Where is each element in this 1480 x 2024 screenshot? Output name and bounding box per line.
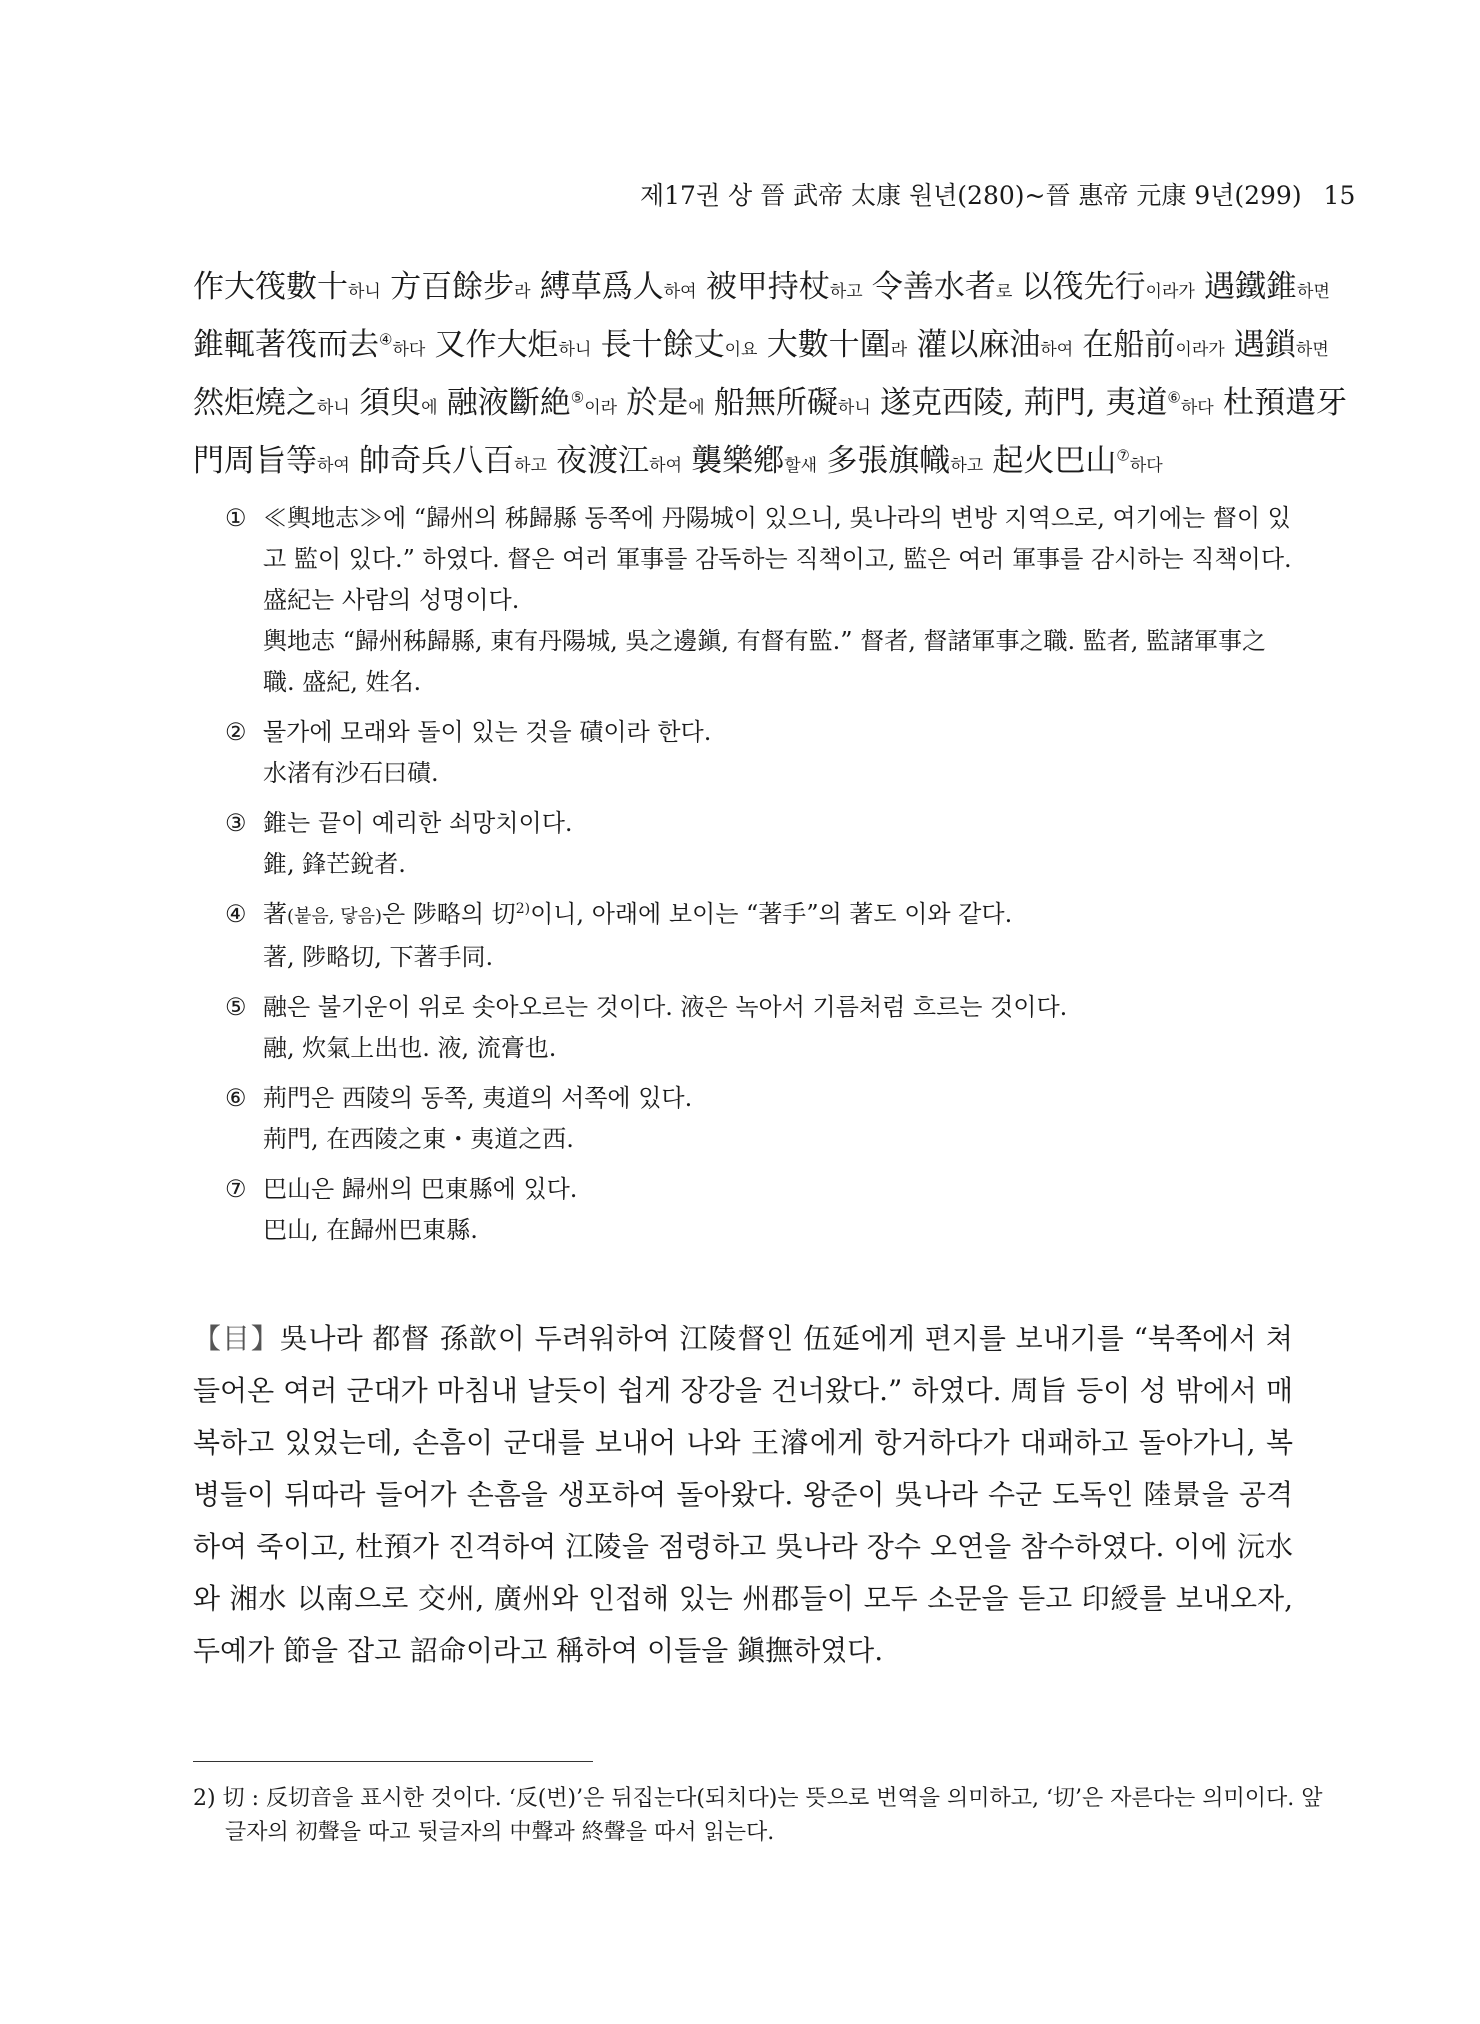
particle: 하니 <box>317 398 350 418</box>
annotation-original: 著, 陟略切, 下著手同. <box>263 943 494 971</box>
hanja-phrase: 帥奇兵八百 <box>359 443 515 479</box>
particle: 하고 <box>829 282 863 302</box>
annotation-original: 融, 炊氣上出也. 液, 流膏也. <box>263 1034 557 1062</box>
text-line-2 <box>193 316 1329 374</box>
annotation-5 <box>225 987 1295 1069</box>
hanja-phrase: 被甲持杖 <box>705 269 830 305</box>
hanja-phrase: 融液斷絶 <box>446 385 571 421</box>
annotation-number: ③ <box>225 809 247 837</box>
hanja-phrase: 在船前 <box>1082 327 1176 363</box>
annotation-korean <box>225 1078 1295 1119</box>
hanja-phrase: 門周旨等 <box>193 443 317 479</box>
particle: 로 <box>995 282 1013 302</box>
section-tag: 【目】 <box>193 1322 280 1355</box>
annotation-3 <box>225 803 1295 885</box>
particle: 하여 <box>663 282 697 302</box>
hanja-phrase: 遇鎖 <box>1233 327 1296 363</box>
annotation-number: ⑦ <box>225 1175 247 1203</box>
annotation-original: 巴山, 在歸州巴東縣. <box>263 1216 478 1244</box>
text-line-4 <box>193 432 1293 490</box>
annotation-number: ④ <box>225 900 247 928</box>
annotation-text: 이니, 아래에 보이는 “著手”의 著도 이와 같다. <box>530 900 1013 928</box>
footnote-ref[interactable]: 2) <box>515 901 531 917</box>
page-number: 15 <box>1323 181 1356 210</box>
commentary-paragraph <box>193 1313 1293 1677</box>
annotation-7 <box>225 1169 1295 1251</box>
hanja-phrase: 灌以麻油 <box>916 327 1041 363</box>
hanja-phrase: 又作大炬 <box>434 327 559 363</box>
note-marker: ⑦ <box>1116 446 1130 465</box>
annotation-2 <box>225 712 1295 794</box>
annotation-korean <box>225 987 1295 1028</box>
annotation-text: 荊門은 西陵의 동쪽, 夷道의 서쪽에 있다. <box>263 1084 693 1112</box>
hanja-phrase: 方百餘步 <box>390 269 515 305</box>
particle: 하여 <box>317 456 350 476</box>
hanja-phrase: 長十餘丈 <box>600 327 725 363</box>
particle: 하니 <box>837 398 871 418</box>
text-line-1 <box>193 258 1330 316</box>
particle: 하고 <box>950 456 984 476</box>
paragraph-text: 吳나라 都督 孫歆이 두려워하여 江陵督인 伍延에게 편지를 보내기를 “북쪽에서 쳐들어온 여러 군대가 마침내 날듯이 쉽게 장강을 건너왔다.” 하였다. 周旨 등이 성 밖에서 매복하고 있었는데, 손흠이 군대를 보내어 나와 王濬에게 항거하다가 대패하고 돌아가니, 복병들이 뒤따라 들어가 손흠을 생포하여 돌아왔다. 왕준이 吳나라 수군 도독인 陸景을 공격하여 죽이고, 杜預가 진격하여 江陵을 점령하고 吳나라 장수 오연을 참수하였다. 이에 沅水와 湘水 以南으로 交州, 廣州와 인접해 있는 州郡들이 모두 소문을 듣고 印綬를 보내오자, 두예가 節을 잡고 詔命이라고 稱하여 이들을 鎭撫하였다. <box>193 1322 1293 1667</box>
particle: 하니 <box>558 340 592 360</box>
running-header <box>640 176 1356 212</box>
annotation-text: 물가에 모래와 돌이 있는 것을 磧이라 한다. <box>263 718 712 746</box>
particle: 하면 <box>1297 282 1330 302</box>
hanja-phrase: 杜預遣牙 <box>1222 385 1347 421</box>
particle: 하여 <box>1040 340 1074 360</box>
particle: 이라가 <box>1145 282 1195 302</box>
particle: 라 <box>514 282 531 302</box>
particle: 이요 <box>724 340 758 360</box>
annotation-original: 荊門, 在西陵之東・夷道之西. <box>263 1125 574 1153</box>
hanja-phrase: 於是 <box>626 385 689 421</box>
annotation-number: ② <box>225 718 247 746</box>
annotation-original: 輿地志 “歸州秭歸縣, 東有丹陽城, 吳之邊鎭, 有督有監.” 督者, 督諸軍事之職. 監者, 監諸軍事之職. 盛紀, 姓名. <box>263 627 1266 696</box>
hanja-phrase: 以筏先行 <box>1021 269 1146 305</box>
classical-text-block <box>193 258 1347 490</box>
footnote: 2) 切 : 反切音을 표시한 것이다. ‘反(번)’은 뒤집는다(되치다)는 뜻으로 번역을 의미하고, ‘切’은 자른다는 의미이다. 앞 글자의 初聲을 따고 뒷글자의 中聲과 終聲을 따서 읽는다. <box>193 1786 1323 1845</box>
hanja-phrase: 遇鐵錐 <box>1204 269 1298 305</box>
hanja-phrase: 然炬燒之 <box>193 385 317 421</box>
particle: 에 <box>421 398 438 418</box>
particle: 라 <box>890 340 908 360</box>
note-marker: ⑥ <box>1167 388 1181 407</box>
annotation-number: ⑤ <box>225 993 247 1021</box>
particle: 할새 <box>784 456 818 476</box>
particle: 하고 <box>514 456 547 476</box>
hanja-phrase: 船無所礙 <box>713 385 838 421</box>
annotation-korean <box>225 498 1295 621</box>
hanja-phrase: 夜渡江 <box>556 443 650 479</box>
annotation-original: 水渚有沙石曰磧. <box>263 759 439 787</box>
annotation-korean <box>225 1169 1295 1210</box>
hanja-phrase: 多張旗幟 <box>826 443 951 479</box>
annotation-6 <box>225 1078 1295 1160</box>
hanja-phrase: 須臾 <box>359 385 422 421</box>
particle: 하다 <box>1129 456 1163 476</box>
footnote-divider <box>193 1761 593 1762</box>
hanja-phrase: 錐輒著筏而去 <box>193 327 379 363</box>
annotation-text: 著 <box>263 900 287 928</box>
text-line-3 <box>193 374 1347 432</box>
particle: 하면 <box>1295 340 1329 360</box>
annotation-korean <box>225 803 1295 844</box>
annotation-korean <box>225 712 1295 753</box>
annotation-text: 은 陟略의 切 <box>382 900 516 928</box>
hanja-phrase: 大數十圍 <box>766 327 891 363</box>
particle: 하다 <box>392 340 426 360</box>
particle: 이라가 <box>1175 340 1225 360</box>
hanja-phrase: 起火巴山 <box>992 443 1117 479</box>
annotation-number: ⑥ <box>225 1084 247 1112</box>
annotation-text: 巴山은 歸州의 巴東縣에 있다. <box>263 1175 578 1203</box>
particle: 이라 <box>584 398 618 418</box>
particle: 에 <box>688 398 705 418</box>
particle: 하여 <box>649 456 683 476</box>
annotation-list <box>225 498 1295 1260</box>
hanja-phrase: 令善水者 <box>871 269 996 305</box>
hanja-phrase: 作大筏數十 <box>193 269 348 305</box>
particle: 하니 <box>348 282 381 302</box>
annotation-number: ① <box>225 504 247 532</box>
annotation-text: ≪輿地志≫에 “歸州의 秭歸縣 동쪽에 丹陽城이 있으니, 吳나라의 변방 지역으로, 여기에는 督이 있고 監이 있다.” 하였다. 督은 여러 軍事를 감독하는 직책이고, 監은 여러 軍事를 감시하는 직책이다. 盛紀는 사람의 성명이다. <box>263 504 1292 614</box>
note-marker: ④ <box>379 330 393 349</box>
annotation-4 <box>225 894 1295 978</box>
annotation-original: 錐, 鋒芒銳者. <box>263 850 406 878</box>
annotation-1 <box>225 498 1295 703</box>
hanja-phrase: 縛草爲人 <box>539 269 664 305</box>
annotation-korean <box>225 894 1295 937</box>
annotation-text: 錐는 끝이 예리한 쇠망치이다. <box>263 809 573 837</box>
particle: 하다 <box>1180 398 1214 418</box>
hanja-phrase: 遂克西陵, 荊門, 夷道 <box>880 385 1168 421</box>
hanja-phrase: 襲樂鄕 <box>691 443 785 479</box>
annotation-gloss: (붙음, 닿음) <box>287 906 383 927</box>
note-marker: ⑤ <box>570 388 585 407</box>
running-title: 제17권 상 晉 武帝 太康 원년(280)~晉 惠帝 元康 9년(299) <box>640 181 1302 210</box>
annotation-text: 融은 불기운이 위로 솟아오르는 것이다. 液은 녹아서 기름처럼 흐르는 것이다. <box>263 993 1068 1021</box>
